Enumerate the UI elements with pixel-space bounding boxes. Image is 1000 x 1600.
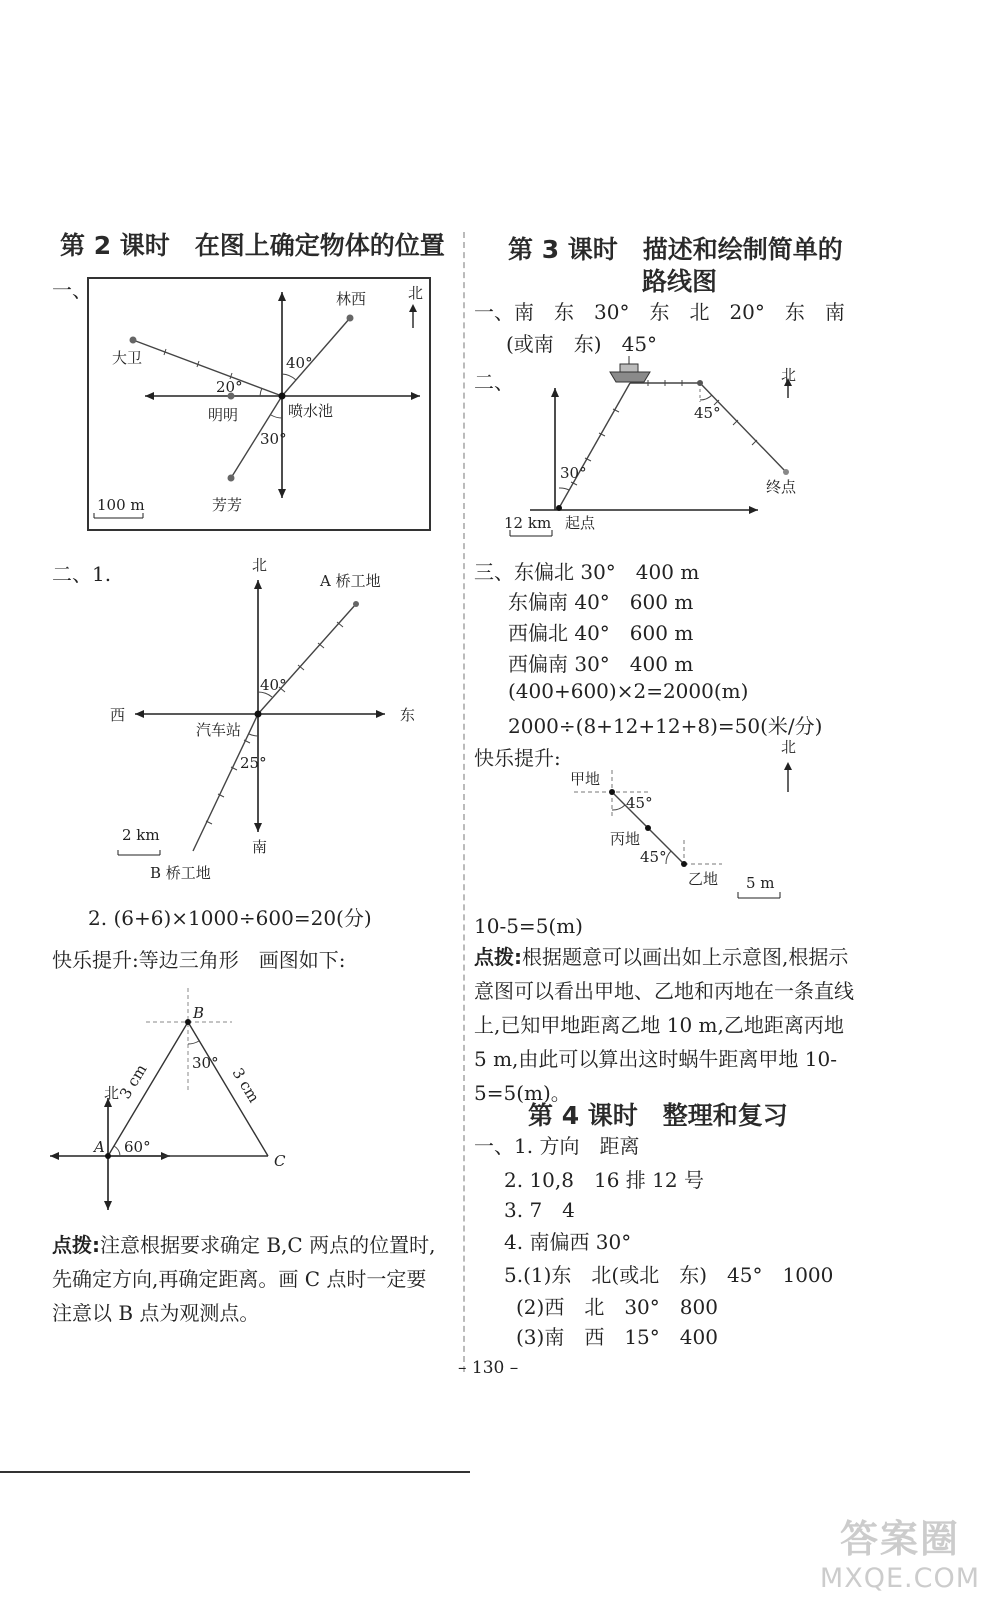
q2-2-answer: 2. (6+6)×1000÷600=20(分) [88, 906, 372, 930]
q1-label: 一、 [52, 278, 92, 302]
point-b: B [193, 1004, 205, 1022]
q3-line-6: 2000÷(8+12+12+8)=50(米/分) [508, 714, 823, 738]
review-line-7: (3)南 西 15° 400 [516, 1325, 718, 1349]
side-ab-length: 3 cm [115, 1061, 151, 1103]
point-c: C [274, 1152, 286, 1170]
point-jia: 甲地 [570, 770, 601, 788]
dir-south: 南 [252, 838, 268, 856]
q3-line-2: 东偏南 40° 600 m [508, 590, 694, 614]
point-bing: 丙地 [610, 830, 641, 848]
start-point-label: 起点 [565, 514, 596, 532]
happy-boost-left: 快乐提升:等边三角形 画图如下: [52, 948, 346, 972]
q1-line1: 一、南 东 30° 东 北 20° 东 南 [474, 300, 845, 324]
dir-east: 东 [400, 706, 416, 724]
north-label: 北 [781, 366, 797, 384]
tip-right [474, 940, 860, 1110]
review-line-5: 5.(1)东 北(或北 东) 45° 1000 [504, 1263, 834, 1287]
angle-20: 20° [216, 378, 243, 396]
q3-line-4: 西偏南 30° 400 m [508, 652, 694, 676]
page-number: – 130 – [458, 1358, 519, 1378]
tip-label: 点拨: [52, 1233, 100, 1257]
snail-calc: 10-5=5(m) [474, 914, 583, 938]
q1-line2: (或南 东) 45° [506, 332, 658, 356]
bottom-rule [0, 1471, 470, 1473]
lesson3-title-line1: 第 3 课时 描述和绘制简单的 [508, 235, 843, 264]
angle-45-top: 45° [626, 794, 653, 812]
angle-30: 30° [192, 1054, 219, 1072]
review-line-1: 一、1. 方向 距离 [474, 1134, 640, 1158]
review-line-2: 2. 10,8 16 排 12 号 [504, 1168, 704, 1192]
point-b-bridge: B 桥工地 [150, 864, 211, 882]
scale-label: 5 m [746, 874, 775, 892]
angle-40: 40° [260, 676, 287, 694]
review-line-3: 3. 7 4 [504, 1198, 575, 1222]
happy-boost-right: 快乐提升: [474, 746, 561, 770]
dir-north: 北 [252, 556, 268, 574]
tip-label: 点拨: [474, 945, 522, 969]
review-line-4: 4. 南偏西 30° [504, 1230, 632, 1254]
scale-label: 100 m [97, 496, 145, 514]
scale-label: 12 km [504, 514, 552, 532]
watermark-line2: MXQE.COM [819, 1563, 980, 1594]
q3-line-1: 三、东偏北 30° 400 m [474, 560, 700, 584]
lesson4-title: 第 4 课时 整理和复习 [528, 1101, 788, 1130]
watermark-line1: 答案圈 [839, 1517, 960, 1561]
review-line-6: (2)西 北 30° 800 [516, 1295, 718, 1319]
tip-text: 注意根据要求确定 B,C 两点的位置时,先确定方向,再确定距离。画 C 点时一定要注意以 B 点为观测点。 [52, 1233, 436, 1325]
q2-label: 二、1. [52, 562, 112, 586]
angle-60: 60° [124, 1138, 151, 1156]
point-a: A [94, 1138, 105, 1156]
north-label: 北 [408, 284, 424, 302]
side-bc-length: 3 cm [228, 1064, 264, 1106]
dir-west: 西 [110, 706, 126, 724]
north-label: 北 [781, 738, 797, 756]
angle-30: 30° [560, 464, 587, 482]
watermark [820, 1508, 980, 1594]
point-mingming: 明明 [208, 406, 239, 424]
angle-45: 45° [694, 404, 721, 422]
point-dawei: 大卫 [112, 349, 143, 367]
point-a-bridge: A 桥工地 [320, 572, 381, 590]
q3-line-5: (400+600)×2=2000(m) [508, 679, 749, 703]
q3-line-3: 西偏北 40° 600 m [508, 621, 694, 645]
angle-40: 40° [286, 354, 313, 372]
scale-label: 2 km [122, 826, 160, 844]
angle-30: 30° [260, 430, 287, 448]
tip-text: 根据题意可以画出如上示意图,根据示意图可以看出甲地、乙地和丙地在一条直线上,已知甲地距离乙地 10 m,乙地距离丙地 5 m,由此可以算出这时蜗牛距离甲地 10-5=5(m)。 [474, 945, 854, 1105]
point-linxi: 林西 [336, 290, 367, 308]
lesson3-title-line2: 路线图 [642, 267, 718, 296]
point-yi: 乙地 [688, 870, 719, 888]
north-label: 北 [104, 1084, 120, 1102]
point-bus-station: 汽车站 [196, 721, 242, 739]
end-point-label: 终点 [766, 478, 797, 496]
lesson2-title: 第 2 课时 在图上确定物体的位置 [60, 231, 445, 260]
point-fangfang: 芳芳 [212, 496, 243, 514]
q2-label: 二、 [474, 370, 514, 394]
point-fountain: 喷水池 [288, 402, 334, 420]
angle-25: 25° [240, 754, 267, 772]
angle-45-bottom: 45° [640, 848, 667, 866]
